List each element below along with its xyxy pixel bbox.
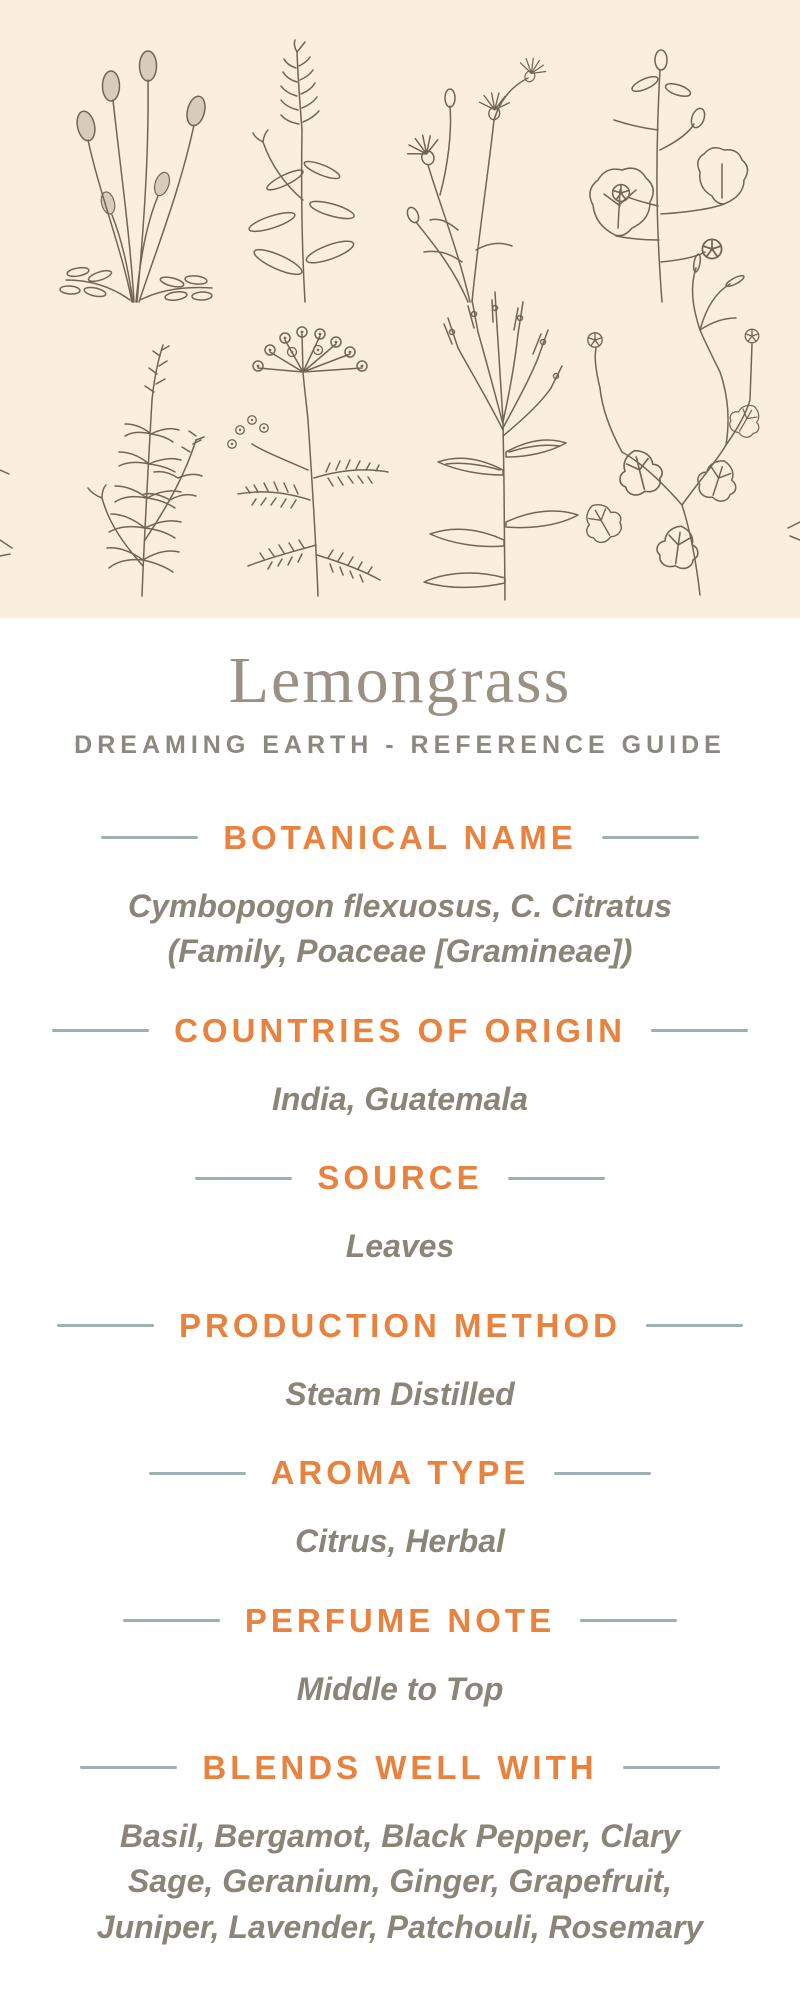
heading-rule-left bbox=[123, 1619, 220, 1622]
section-heading: PRODUCTION METHOD bbox=[179, 1306, 621, 1344]
vervain-sketch bbox=[424, 292, 578, 600]
section-heading-row bbox=[0, 1158, 800, 1198]
section-heading-row bbox=[0, 1306, 800, 1346]
heading-rule-left bbox=[149, 1472, 246, 1475]
heading-rule-right bbox=[623, 1766, 720, 1769]
botanical-illustrations bbox=[0, 0, 800, 618]
heading-rule-right bbox=[602, 836, 699, 839]
section-value: Basil, Bergamot, Black Pepper, Clary Sage, Geranium, Ginger, Grapefruit, Juniper, Lavender, Patchouli, Rosemary bbox=[96, 1817, 704, 1945]
section-heading: BOTANICAL NAME bbox=[223, 819, 577, 857]
geranium-sketch bbox=[576, 254, 767, 595]
section-heading: PERFUME NOTE bbox=[244, 1601, 556, 1639]
section-source bbox=[0, 1158, 800, 1269]
section-heading: AROMA TYPE bbox=[270, 1454, 530, 1492]
section-value: Middle to Top bbox=[296, 1670, 504, 1707]
section-value: India, Guatemala bbox=[271, 1080, 529, 1117]
reference-guide bbox=[0, 644, 800, 1950]
page-title: Lemongrass bbox=[228, 644, 572, 717]
section-heading-row bbox=[0, 1011, 800, 1051]
burnet-sketch bbox=[60, 51, 212, 302]
heading-rule-left bbox=[195, 1177, 292, 1180]
section-heading: SOURCE bbox=[317, 1159, 483, 1197]
section-heading-row bbox=[0, 818, 800, 858]
section-production-method bbox=[0, 1306, 800, 1417]
section-value: Cymbopogon flexuosus, C. Citratus (Family, Poaceae [Gramineae]) bbox=[127, 887, 673, 970]
section-heading: BLENDS WELL WITH bbox=[202, 1749, 598, 1787]
hyssop-sketch bbox=[88, 345, 204, 596]
section-heading-row bbox=[0, 1453, 800, 1493]
heading-rule-left bbox=[80, 1766, 177, 1769]
heading-rule-left bbox=[52, 1029, 149, 1032]
heading-rule-right bbox=[651, 1029, 748, 1032]
section-heading-row bbox=[0, 1748, 800, 1788]
section-aroma-type bbox=[0, 1453, 800, 1564]
edge-sprig-left bbox=[0, 470, 12, 556]
heading-rule-right bbox=[508, 1177, 605, 1180]
section-perfume-note bbox=[0, 1601, 800, 1712]
botanical-illustration-banner bbox=[0, 0, 800, 618]
section-heading-row bbox=[0, 1601, 800, 1641]
section-botanical-name bbox=[0, 818, 800, 975]
sage-sketch bbox=[247, 40, 356, 302]
page-subtitle: DREAMING EARTH - REFERENCE GUIDE bbox=[74, 730, 726, 759]
heading-rule-left bbox=[101, 836, 198, 839]
section-value: Steam Distilled bbox=[285, 1375, 515, 1412]
section-blends-well-with bbox=[0, 1748, 800, 1950]
section-countries-of-origin bbox=[0, 1011, 800, 1122]
heading-rule-right bbox=[580, 1619, 677, 1622]
tansy-sketch bbox=[228, 327, 388, 596]
heading-rule-right bbox=[554, 1472, 651, 1475]
cornflower-sketch bbox=[404, 53, 549, 302]
edge-sprig-right bbox=[788, 522, 800, 540]
section-heading: COUNTRIES OF ORIGIN bbox=[174, 1011, 626, 1049]
section-value: Citrus, Herbal bbox=[295, 1523, 505, 1560]
mallow-sketch bbox=[590, 50, 748, 302]
section-value: Leaves bbox=[345, 1228, 455, 1265]
heading-rule-right bbox=[646, 1324, 743, 1327]
heading-rule-left bbox=[57, 1324, 154, 1327]
